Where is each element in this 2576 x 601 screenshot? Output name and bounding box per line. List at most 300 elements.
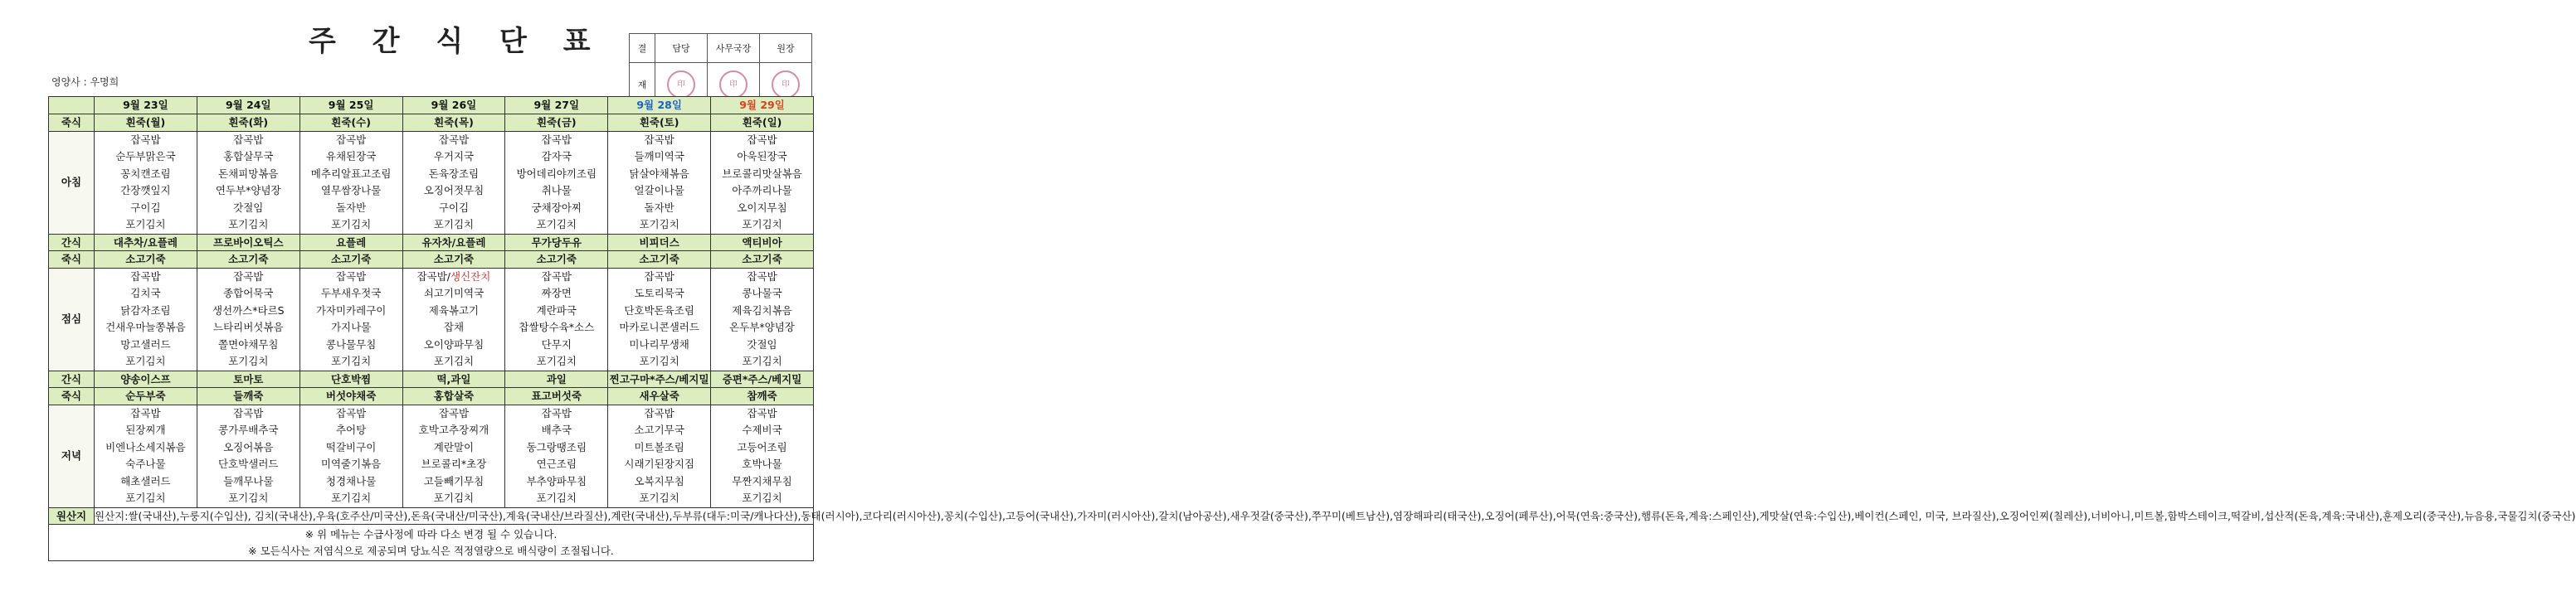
menu-item xyxy=(95,473,197,491)
lunch-row-day-cell xyxy=(608,268,711,371)
menu-item xyxy=(300,456,402,473)
menu-item xyxy=(711,182,813,200)
note-line: ※ 위 메뉴는 수급사정에 따라 다소 변경 될 수 있습니다. xyxy=(304,528,558,540)
menu-item-text: 잡곡밥 xyxy=(335,133,367,146)
menu-item-text: 들깨미역국 xyxy=(634,150,684,162)
day-header: 9월 26일 xyxy=(402,97,505,114)
menu-item xyxy=(300,439,402,457)
menu-item xyxy=(711,456,813,473)
menu-item-text: 브로콜리맛살볶음 xyxy=(722,167,802,180)
menu-item-text: 제육볶고기 xyxy=(428,303,480,317)
menu-item xyxy=(300,473,402,491)
day-header: 9월 29일 xyxy=(711,97,814,114)
menu-item xyxy=(711,269,813,286)
breakfast-porridge-row-cell: 흰죽(목) xyxy=(402,114,505,132)
menu-item xyxy=(403,337,505,354)
menu-item-text: 고들빼기무침 xyxy=(423,474,485,487)
menu-item xyxy=(300,216,402,234)
menu-item-text: 돌자반 xyxy=(335,201,367,214)
menu-item xyxy=(300,303,402,320)
menu-item xyxy=(608,269,710,286)
menu-item xyxy=(197,473,299,491)
menu-item-text: 미나리무생채 xyxy=(629,337,689,351)
menu-item xyxy=(95,216,197,234)
notes-row xyxy=(49,525,814,561)
menu-item xyxy=(197,269,299,286)
menu-item-text: 망고샐러드 xyxy=(120,337,171,351)
dinner-row-day-cell xyxy=(402,405,505,507)
menu-item-text: 포기김치 xyxy=(536,492,577,504)
menu-item-text: 잡곡밥 xyxy=(130,269,161,283)
menu-item xyxy=(608,132,710,149)
breakfast-row-day-cell xyxy=(95,131,197,234)
menu-item-text: 메추리알표고조림 xyxy=(310,167,392,180)
menu-item-text: 꽁치캔조림 xyxy=(120,167,171,180)
menu-item xyxy=(505,439,607,457)
menu-item-text: 짜장면 xyxy=(541,287,572,299)
menu-item-text: 연두부*양념장 xyxy=(215,184,281,196)
menu-item xyxy=(403,200,505,217)
menu-item-text: 김치국 xyxy=(130,287,161,299)
menu-item-text: 잡곡밥 xyxy=(541,406,572,419)
menu-item-text: 얼갈이나물 xyxy=(634,184,684,196)
menu-item xyxy=(403,405,505,423)
afternoon-snack-row xyxy=(49,371,814,388)
menu-item xyxy=(608,473,710,491)
day-header: 9월 24일 xyxy=(197,97,299,114)
menu-item-text: 수제비국 xyxy=(742,424,782,436)
menu-item-text: 단무지 xyxy=(541,337,572,351)
morning-snack-row-cell: 요플레 xyxy=(299,234,402,251)
menu-item-text: 잡곡밥 xyxy=(233,133,264,146)
menu-item xyxy=(300,148,402,166)
menu-item-text: 계란말이 xyxy=(433,440,475,453)
menu-item xyxy=(95,166,197,183)
menu-item-text: 우거지국 xyxy=(433,150,475,162)
approval-header-staff: 담당 xyxy=(655,34,708,63)
menu-item xyxy=(95,439,197,457)
menu-item-text: 종합어묵국 xyxy=(223,287,274,299)
menu-item-text: 단호박돈육조림 xyxy=(624,303,694,317)
lunch-row-day-cell xyxy=(402,268,505,371)
menu-item-text: 포기김치 xyxy=(639,492,679,504)
menu-item xyxy=(95,422,197,439)
day-header-row xyxy=(49,97,814,114)
menu-item-text: 고등어조림 xyxy=(737,440,787,453)
menu-item-text: 포기김치 xyxy=(536,355,577,367)
menu-item-text: 오이지무침 xyxy=(737,201,787,214)
menu-item-text: 포기김치 xyxy=(330,218,372,230)
menu-item xyxy=(300,166,402,183)
lunch-row-day-cell xyxy=(299,268,402,371)
dinner-row-day-cell xyxy=(197,405,299,507)
menu-item-text: 제육김치볶음 xyxy=(732,303,792,317)
morning-snack-row-cell: 대추차/요플레 xyxy=(95,234,197,251)
menu-item-text: 포기김치 xyxy=(228,355,269,367)
menu-item xyxy=(505,422,607,439)
approval-header-secretary: 사무국장 xyxy=(708,34,760,63)
weekly-menu-table xyxy=(48,96,2576,561)
afternoon-snack-row-label: 간식 xyxy=(49,371,95,388)
menu-item xyxy=(95,182,197,200)
menu-item-text: 잡곡밥 xyxy=(747,406,777,419)
menu-item xyxy=(197,439,299,457)
menu-item-text: 포기김치 xyxy=(125,218,166,230)
menu-item xyxy=(300,132,402,149)
dinner-porridge-row-cell: 표고버섯죽 xyxy=(505,388,608,405)
menu-item xyxy=(505,285,607,303)
menu-item xyxy=(711,216,813,234)
menu-item xyxy=(505,166,607,183)
menu-item-text: 홍합살무국 xyxy=(223,150,274,162)
origin-text: 원산지:쌀(국내산),누룽지(수입산), 김치(국내산),우육(호주산/미국산),돈육(국내산/미국산),계육(국내산/브라질산),계란(국내산),두부류(대두:미국/캐나다산),동태(러시아),코다리(러시아산),꽁치(수입산),고등어(국내산),가자미(러시아산),갈치(남아공산),새우젓갈(중국산),쭈꾸미(베트남산),염장해파리(태국산),오징어(페루산),어묵(연육:중국산),햄류(돈육,계육:스페인산),게맛살(연육:수입산),베이컨(스페인, 미국, 브라질산),오징어인찌(칠레산),너비아니,미트볼,함박스테이크,떡갈비,섭산적(돈육,계육:국내산),훈제오리(중국산),뉴음용,국물김치(중국산) xyxy=(95,507,814,525)
menu-item xyxy=(95,353,197,371)
menu-item xyxy=(300,490,402,507)
dinner-porridge-row-cell: 들깨죽 xyxy=(197,388,299,405)
menu-item xyxy=(711,337,813,354)
menu-item-text: 잡곡밥 xyxy=(747,269,777,283)
menu-item xyxy=(505,148,607,166)
lunch-porridge-row-cell: 소고기죽 xyxy=(505,251,608,269)
approval-header-director: 원장 xyxy=(760,34,812,63)
menu-item xyxy=(197,132,299,149)
morning-snack-row-cell: 무가당두유 xyxy=(505,234,608,251)
menu-item-text: 갓절임 xyxy=(233,201,264,214)
menu-item-text: 감자국 xyxy=(541,150,572,162)
menu-item-text: 구이김 xyxy=(130,201,161,214)
lunch-row-day-cell xyxy=(197,268,299,371)
menu-item xyxy=(711,422,813,439)
lunch-row xyxy=(49,268,814,371)
menu-item-text: 포기김치 xyxy=(742,355,782,367)
day-header: 9월 27일 xyxy=(505,97,608,114)
menu-item-text: 아주까리나물 xyxy=(732,184,792,196)
lunch-porridge-row-cell: 소고기죽 xyxy=(711,251,814,269)
menu-item-text: 돈육장조림 xyxy=(428,167,480,180)
menu-item-text: 단호박샐러드 xyxy=(218,458,279,470)
menu-item xyxy=(403,148,505,166)
lunch-row-day-cell xyxy=(95,268,197,371)
menu-item-text: 포기김치 xyxy=(228,492,269,504)
menu-item xyxy=(505,200,607,217)
menu-item-text: 포기김치 xyxy=(125,492,166,504)
breakfast-porridge-row-cell: 흰죽(토) xyxy=(608,114,711,132)
menu-item-text: 취나물 xyxy=(541,184,572,196)
menu-item xyxy=(505,182,607,200)
menu-item-text: 포기김치 xyxy=(742,218,782,230)
menu-item xyxy=(608,148,710,166)
lunch-porridge-row xyxy=(49,251,814,269)
menu-item xyxy=(300,353,402,371)
afternoon-snack-row-cell: 양송이스프 xyxy=(95,371,197,388)
dinner-row xyxy=(49,405,814,507)
menu-item xyxy=(403,182,505,200)
lunch-porridge-row-cell: 소고기죽 xyxy=(299,251,402,269)
menu-item-text: 잡곡밥 xyxy=(438,406,470,419)
breakfast-porridge-row xyxy=(49,114,814,132)
menu-item-text: 마카로니콘샐러드 xyxy=(619,321,699,333)
menu-item xyxy=(95,319,197,337)
afternoon-snack-row-cell: 토마토 xyxy=(197,371,299,388)
menu-item-text: 온두부*양념장 xyxy=(729,321,795,333)
menu-item-text: 콩나물국 xyxy=(742,287,782,299)
menu-item-text: 오이양파무침 xyxy=(423,337,485,351)
breakfast-row-day-cell xyxy=(402,131,505,234)
menu-item-text: 닭감자조림 xyxy=(120,303,171,317)
menu-item-text: 포기김치 xyxy=(228,218,269,230)
birthday-party-note: 생신잔치 xyxy=(450,269,491,283)
menu-item xyxy=(197,353,299,371)
menu-item-text: 계란파국 xyxy=(536,303,577,317)
menu-item-text: 잡곡밥 xyxy=(438,133,470,146)
breakfast-row-day-cell xyxy=(299,131,402,234)
lunch-row-day-cell xyxy=(711,268,814,371)
menu-item xyxy=(300,269,402,286)
breakfast-porridge-row-cell: 흰죽(금) xyxy=(505,114,608,132)
menu-item xyxy=(608,439,710,457)
lunch-porridge-row-cell: 소고기죽 xyxy=(197,251,299,269)
menu-item xyxy=(95,269,197,286)
menu-item-text: 청경채나물 xyxy=(325,474,377,487)
afternoon-snack-row-cell: 단호박찜 xyxy=(299,371,402,388)
afternoon-snack-row-cell: 찐고구마*주스/베지밀 xyxy=(608,371,711,388)
breakfast-porridge-row-cell: 흰죽(월) xyxy=(95,114,197,132)
menu-item xyxy=(711,405,813,423)
menu-item-text: 콩가루배추국 xyxy=(218,424,279,436)
menu-item-text: 포기김치 xyxy=(330,492,372,504)
lunch-row-day-cell xyxy=(505,268,608,371)
approval-label-bottom: 재 xyxy=(630,63,655,107)
corner-cell xyxy=(49,97,95,114)
breakfast-porridge-row-label: 죽식 xyxy=(49,114,95,132)
menu-item xyxy=(95,303,197,320)
morning-snack-row-cell: 액티비아 xyxy=(711,234,814,251)
menu-item-text: 순두부맑은국 xyxy=(115,150,176,162)
menu-item-text: 방어데리야끼조림 xyxy=(516,167,597,180)
menu-item-text: 열무쌈장나물 xyxy=(320,184,382,196)
lunch-row-label: 점심 xyxy=(49,268,95,371)
menu-item xyxy=(197,200,299,217)
menu-item xyxy=(197,182,299,200)
menu-item xyxy=(608,285,710,303)
menu-item xyxy=(300,182,402,200)
menu-item-text: 콩나물무침 xyxy=(325,337,377,351)
menu-item-text: 잡곡밥 xyxy=(130,406,161,419)
breakfast-porridge-row-cell: 흰죽(수) xyxy=(299,114,402,132)
menu-item xyxy=(711,473,813,491)
menu-item xyxy=(197,422,299,439)
menu-item-text: 포기김치 xyxy=(433,355,475,367)
menu-item xyxy=(95,200,197,217)
menu-item xyxy=(403,216,505,234)
menu-item xyxy=(403,353,505,371)
breakfast-row xyxy=(49,131,814,234)
menu-item-text: 잡곡밥 xyxy=(335,406,367,419)
afternoon-snack-row-cell: 증편*주스/베지밀 xyxy=(711,371,814,388)
morning-snack-row-cell: 프로바이오틱스 xyxy=(197,234,299,251)
menu-item xyxy=(95,490,197,507)
menu-item-text: 가자미카레구이 xyxy=(315,303,387,317)
morning-snack-row xyxy=(49,234,814,251)
menu-item-text: 숙주나물 xyxy=(125,458,166,470)
menu-item-text: 미트볼조림 xyxy=(634,440,684,453)
nutritionist: 영양사 : 우명희 xyxy=(51,76,119,88)
menu-item xyxy=(608,200,710,217)
menu-item-text: 비엔나소세지볶음 xyxy=(105,440,186,453)
menu-item-text: 포기김치 xyxy=(125,355,166,367)
menu-item xyxy=(403,456,505,473)
dinner-row-label: 저녁 xyxy=(49,405,95,507)
menu-item-text: 쫄면야채무침 xyxy=(218,337,279,351)
lunch-porridge-row-cell: 소고기죽 xyxy=(402,251,505,269)
menu-item xyxy=(403,166,505,183)
menu-item xyxy=(95,337,197,354)
morning-snack-row-label: 간식 xyxy=(49,234,95,251)
menu-item-text: 느타리버섯볶음 xyxy=(213,321,284,333)
menu-item-text: 소고기무국 xyxy=(634,424,684,436)
lunch-porridge-row-label: 죽식 xyxy=(49,251,95,269)
menu-item-text: 들깨무나물 xyxy=(223,474,274,487)
lunch-porridge-row-cell: 소고기죽 xyxy=(95,251,197,269)
menu-item-text: 포기김치 xyxy=(639,355,679,367)
menu-item xyxy=(711,319,813,337)
menu-item-text: 잡채 xyxy=(443,321,465,333)
menu-item xyxy=(711,303,813,320)
menu-item-text: 포기김치 xyxy=(433,492,475,504)
dinner-porridge-row-cell: 순두부죽 xyxy=(95,388,197,405)
dinner-row-day-cell xyxy=(299,405,402,507)
seal-stamp-icon: 印 xyxy=(772,70,800,99)
menu-item xyxy=(403,490,505,507)
menu-item xyxy=(95,148,197,166)
menu-item-text: 갓절임 xyxy=(747,337,777,351)
menu-item xyxy=(608,319,710,337)
menu-item-text: 닭살야채볶음 xyxy=(629,167,689,180)
menu-item-text: 돈채피망볶음 xyxy=(218,167,279,180)
menu-item xyxy=(197,148,299,166)
menu-item-text: 해초샐러드 xyxy=(120,474,171,487)
menu-item xyxy=(95,285,197,303)
menu-item xyxy=(608,182,710,200)
menu-item-text: 추어탕 xyxy=(335,424,367,436)
menu-item xyxy=(711,285,813,303)
menu-item xyxy=(505,456,607,473)
menu-item xyxy=(197,319,299,337)
menu-item-text: 잡곡밥 xyxy=(130,133,161,146)
morning-snack-row-cell: 유자차/요플레 xyxy=(402,234,505,251)
menu-item-text: 무짠지채무침 xyxy=(732,474,792,487)
dinner-porridge-row-cell: 버섯야채죽 xyxy=(299,388,402,405)
day-header: 9월 28일 xyxy=(608,97,711,114)
menu-item xyxy=(711,439,813,457)
dinner-porridge-row-cell: 참깨죽 xyxy=(711,388,814,405)
breakfast-row-day-cell xyxy=(608,131,711,234)
menu-item-text: 건새우마늘쫑볶음 xyxy=(105,321,186,333)
menu-item xyxy=(505,337,607,354)
day-header: 9월 25일 xyxy=(299,97,402,114)
menu-item-text: 잡곡밥 xyxy=(644,269,674,283)
menu-item xyxy=(711,132,813,149)
dinner-row-day-cell xyxy=(505,405,608,507)
menu-item xyxy=(300,422,402,439)
menu-item-text: 유채된장국 xyxy=(325,150,377,162)
origin-row xyxy=(49,507,814,525)
menu-item-text: 구이김 xyxy=(438,201,470,214)
menu-item xyxy=(197,285,299,303)
menu-item xyxy=(95,405,197,423)
menu-item xyxy=(95,132,197,149)
dinner-porridge-row-label: 죽식 xyxy=(49,388,95,405)
breakfast-row-day-cell xyxy=(505,131,608,234)
seal-stamp-icon: 印 xyxy=(667,70,695,99)
menu-item-text: 포기김치 xyxy=(433,218,475,230)
menu-item-text: 찹쌀탕수육*소스 xyxy=(519,321,595,333)
afternoon-snack-row-cell: 떡,과일 xyxy=(402,371,505,388)
page-title: 주 간 식 단 표 xyxy=(309,25,604,58)
menu-item-text: 포기김치 xyxy=(330,355,372,367)
menu-item-text: 브로콜리*초장 xyxy=(421,458,487,470)
menu-item xyxy=(300,285,402,303)
menu-item xyxy=(403,132,505,149)
menu-item xyxy=(505,353,607,371)
menu-item xyxy=(95,456,197,473)
menu-item xyxy=(505,473,607,491)
menu-item xyxy=(197,166,299,183)
menu-item xyxy=(403,319,505,337)
menu-item xyxy=(300,337,402,354)
dinner-porridge-row xyxy=(49,388,814,405)
menu-item-text: 가지나물 xyxy=(330,321,372,333)
menu-item-text: 잡곡밥 xyxy=(233,406,264,419)
breakfast-row-day-cell xyxy=(711,131,814,234)
menu-item-text: 시래기된장지짐 xyxy=(624,458,694,470)
menu-item xyxy=(608,216,710,234)
menu-item-text: 잡곡밥 xyxy=(747,133,777,146)
menu-item xyxy=(505,405,607,423)
menu-item-text: 아욱된장국 xyxy=(737,150,787,162)
menu-item-text: 잡곡밥 xyxy=(644,133,674,146)
menu-item xyxy=(403,473,505,491)
menu-item-text: 오징어볶음 xyxy=(223,440,274,453)
menu-item xyxy=(505,269,607,286)
menu-item xyxy=(608,337,710,354)
breakfast-porridge-row-cell: 흰죽(일) xyxy=(711,114,814,132)
menu-item-text: 오징어젓무침 xyxy=(423,184,485,196)
menu-item xyxy=(197,456,299,473)
note-line: ※ 모든식사는 저염식으로 제공되며 당뇨식은 적정열량으로 배식량이 조절됩니다. xyxy=(248,544,614,557)
menu-item-text: 떡갈비구이 xyxy=(325,440,377,453)
menu-item-text: 부추양파무침 xyxy=(526,474,587,487)
menu-item xyxy=(608,422,710,439)
menu-item-text: 잡곡밥 xyxy=(335,269,367,283)
menu-item xyxy=(505,490,607,507)
menu-item-text: 호박고추장찌개 xyxy=(418,424,489,436)
menu-item xyxy=(608,353,710,371)
menu-item xyxy=(403,285,505,303)
menu-item-text: 포기김치 xyxy=(639,218,679,230)
menu-item xyxy=(711,200,813,217)
menu-item xyxy=(300,405,402,423)
menu-item xyxy=(711,490,813,507)
seal-stamp-icon: 印 xyxy=(719,70,747,99)
dinner-porridge-row-cell: 홍합살죽 xyxy=(402,388,505,405)
menu-item-text: 포기김치 xyxy=(536,218,577,230)
notes-cell xyxy=(49,525,814,561)
menu-item xyxy=(505,132,607,149)
dinner-porridge-row-cell: 새우살죽 xyxy=(608,388,711,405)
origin-label: 원산지 xyxy=(49,507,95,525)
menu-item xyxy=(300,200,402,217)
